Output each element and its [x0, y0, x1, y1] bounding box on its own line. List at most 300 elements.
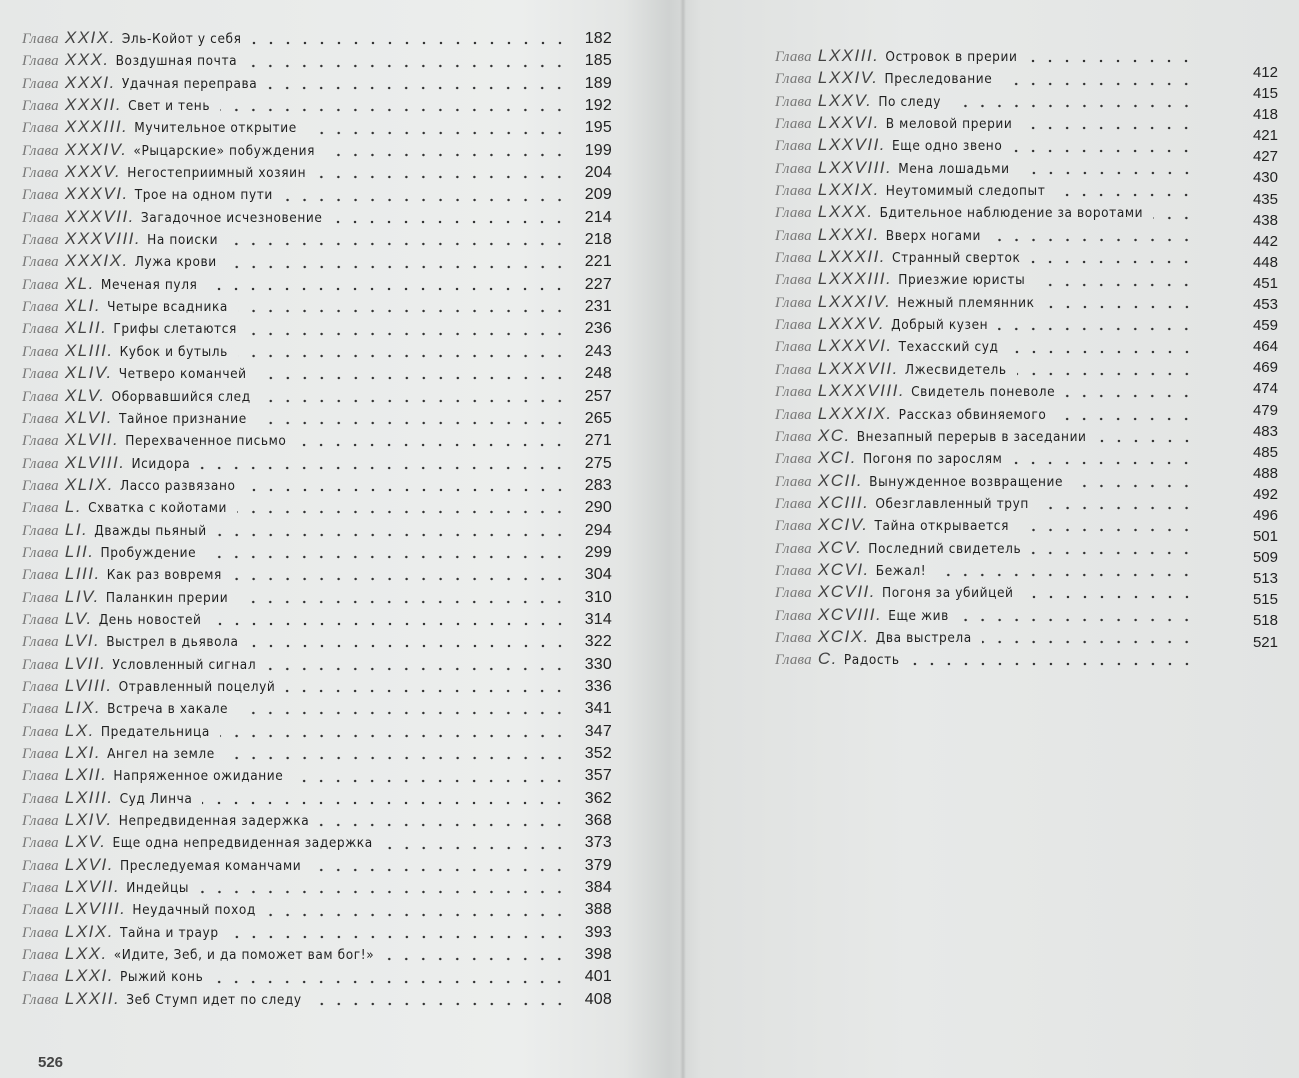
toc-entry — [22, 743, 612, 765]
dot-leader — [1020, 171, 1195, 175]
dot-leader — [285, 689, 568, 693]
chapter-word: Глава — [22, 880, 59, 897]
toc-entry — [22, 899, 612, 921]
chapter-word: Глава — [775, 227, 812, 244]
chapter-title: Условленный сигнал — [112, 656, 257, 673]
page-number: 479 — [1252, 401, 1278, 419]
chapter-word: Глава — [22, 410, 59, 427]
page-number: 283 — [584, 476, 612, 494]
chapter-word: Глава — [22, 120, 59, 137]
dot-leader — [1019, 528, 1195, 532]
chapter-word: Глава — [22, 634, 59, 651]
chapter-title: Оборвавшийся след — [111, 388, 251, 405]
page-number: 243 — [584, 342, 612, 360]
dot-leader — [325, 153, 568, 157]
toc-entry — [775, 560, 1195, 582]
chapter-word: Глава — [775, 339, 812, 356]
dot-leader — [1097, 439, 1195, 443]
chapter-number: LXXI. — [64, 966, 114, 986]
chapter-number: LXIV. — [64, 810, 113, 830]
dot-leader — [1039, 506, 1195, 510]
chapter-title: Меченая пуля — [100, 276, 198, 293]
chapter-number: XLIII. — [64, 340, 114, 360]
toc-entry — [22, 542, 612, 564]
page-number: 294 — [584, 521, 612, 539]
chapter-word: Глава — [775, 317, 812, 334]
page-number: 373 — [584, 834, 612, 852]
dot-leader — [1022, 126, 1195, 130]
chapter-word: Глава — [22, 477, 59, 494]
page-number: 204 — [584, 164, 612, 182]
chapter-number: LXX. — [64, 944, 108, 964]
dot-leader — [1012, 149, 1195, 153]
page-number: 192 — [584, 97, 612, 115]
page-number: 453 — [1252, 296, 1278, 314]
chapter-number: XXXV. — [64, 162, 122, 182]
page-number: 265 — [584, 409, 612, 427]
dot-leader — [200, 466, 568, 470]
toc-entry — [775, 68, 1195, 90]
chapter-word: Глава — [22, 500, 59, 517]
chapter-word: Глава — [22, 790, 59, 807]
chapter-title: Последний свидетель — [868, 540, 1022, 557]
chapter-word: Глава — [775, 585, 812, 602]
dot-leader — [257, 421, 568, 425]
chapter-word: Глава — [22, 969, 59, 986]
chapter-word: Глава — [22, 924, 59, 941]
page-number: 485 — [1252, 443, 1278, 461]
dot-leader — [1073, 484, 1195, 488]
chapter-title: Эль-Койот у себя — [121, 31, 242, 47]
page-number: 474 — [1252, 380, 1278, 398]
page-number: 430 — [1252, 169, 1278, 187]
page-number: 322 — [584, 633, 612, 651]
chapter-number: XLIX. — [64, 474, 114, 494]
toc-entry — [22, 520, 612, 542]
toc-entry — [22, 966, 612, 988]
page-number: 509 — [1252, 549, 1278, 567]
chapter-title: Предательница — [100, 723, 210, 740]
chapter-word: Глава — [775, 49, 812, 65]
chapter-number: LXXIV. — [817, 68, 879, 88]
chapter-word: Глава — [775, 652, 812, 669]
toc-entry — [775, 582, 1195, 604]
chapter-number: LXXXIV. — [817, 291, 892, 311]
page-number: 199 — [584, 141, 612, 159]
chapter-word: Глава — [22, 701, 59, 718]
toc-entry — [22, 475, 612, 497]
chapter-title: Зеб Стумп идет по следу — [126, 991, 302, 1008]
dot-leader — [238, 600, 568, 604]
chapter-word: Глава — [775, 272, 812, 289]
dot-leader — [206, 555, 568, 559]
toc-entry — [22, 363, 612, 385]
chapter-title: Лужа крови — [134, 254, 217, 271]
toc-entry — [22, 832, 612, 854]
page-number: 236 — [584, 320, 612, 338]
chapter-title: Воздушная почта — [115, 53, 238, 70]
dot-leader — [238, 309, 568, 313]
page-number: 448 — [1252, 253, 1278, 271]
dot-leader — [283, 198, 568, 202]
page-number: 218 — [584, 231, 612, 249]
toc-entry — [22, 229, 612, 251]
chapter-number: XXXVIII. — [64, 229, 142, 249]
chapter-title: «Рыцарские» побуждения — [133, 142, 316, 159]
chapter-number: LXXIX. — [817, 180, 880, 200]
chapter-word: Глава — [775, 93, 812, 110]
toc-entry — [775, 91, 1195, 113]
dot-leader — [238, 711, 568, 715]
dot-leader — [212, 622, 568, 626]
chapter-title: «Идите, Зеб, и да поможет вам бог!» — [113, 947, 375, 964]
chapter-word: Глава — [22, 209, 59, 226]
toc-entry — [775, 515, 1195, 537]
toc-entry — [22, 609, 612, 631]
chapter-word: Глава — [22, 678, 59, 695]
chapter-number: LXI. — [64, 743, 102, 762]
dot-leader — [257, 376, 568, 380]
chapter-title: Удачная переправа — [121, 75, 258, 92]
chapter-title: Техасский суд — [898, 339, 999, 356]
toc-entry — [775, 225, 1195, 247]
dot-leader — [1002, 82, 1195, 86]
chapter-title: Паланкин прерии — [105, 589, 229, 606]
dot-leader — [213, 980, 568, 984]
toc-entry — [775, 46, 1195, 68]
chapter-title: Тайна открывается — [874, 518, 1009, 535]
chapter-word: Глава — [22, 31, 59, 47]
toc-entry — [775, 448, 1195, 470]
toc-entry — [775, 336, 1195, 358]
chapter-title: Мучительное открытие — [134, 120, 297, 137]
chapter-number: LIX. — [64, 698, 102, 718]
page-number: 209 — [584, 186, 612, 204]
chapter-number: XCI. — [817, 448, 857, 468]
page-number: 368 — [584, 812, 612, 830]
chapter-word: Глава — [775, 160, 812, 177]
chapter-word: Глава — [775, 562, 812, 579]
chapter-word: Глава — [22, 98, 59, 115]
chapter-number: LXVII. — [64, 877, 121, 897]
chapter-word: Глава — [22, 991, 59, 1008]
chapter-word: Глава — [775, 607, 812, 624]
dot-leader — [936, 573, 1195, 577]
chapter-title: Бдительное наблюдение за воротами — [879, 205, 1144, 222]
chapter-word: Глава — [775, 361, 812, 378]
toc-entry — [775, 627, 1195, 649]
dot-leader — [1055, 193, 1195, 197]
page-number: 299 — [584, 543, 612, 561]
chapter-title: В меловой прерии — [885, 116, 1013, 133]
page-number: 275 — [584, 454, 612, 472]
chapter-number: XLI. — [64, 296, 102, 316]
chapter-number: XXXVII. — [64, 206, 135, 226]
toc-entry — [22, 117, 612, 139]
chapter-number: XCII. — [817, 470, 864, 490]
dot-leader — [220, 108, 568, 112]
chapter-title: Еще одно звено — [892, 138, 1003, 155]
chapter-number: XLVIII. — [64, 452, 126, 472]
dot-leader — [1035, 283, 1195, 287]
page-number: 393 — [584, 923, 612, 941]
chapter-number: LXXV. — [817, 90, 873, 110]
chapter-number: LIII. — [64, 564, 101, 584]
page-number: 271 — [584, 432, 612, 450]
chapter-word: Глава — [775, 294, 812, 311]
dot-leader — [202, 801, 568, 805]
chapter-number: LVII. — [64, 653, 107, 673]
page-number: 513 — [1252, 570, 1278, 588]
chapter-number: LVI. — [64, 631, 101, 651]
chapter-number: XCIV. — [817, 515, 869, 535]
dot-leader — [998, 327, 1195, 331]
toc-entry — [775, 113, 1195, 135]
dot-leader — [1009, 350, 1195, 354]
dot-leader — [220, 734, 568, 738]
chapter-number: XLV. — [64, 385, 106, 405]
chapter-number: XXXI. — [64, 72, 116, 92]
dot-leader — [316, 175, 568, 179]
chapter-number: LXXII. — [64, 988, 121, 1008]
page-number: 362 — [584, 789, 612, 807]
page-number: 427 — [1252, 148, 1278, 166]
toc-entry — [775, 314, 1195, 336]
page-number: 438 — [1252, 211, 1278, 229]
dot-leader — [1012, 461, 1195, 465]
chapter-number: LXXXV. — [817, 314, 886, 334]
toc-entry — [22, 318, 612, 340]
chapter-word: Глава — [775, 451, 812, 468]
page-number: 379 — [584, 856, 612, 874]
chapter-title: Нежный племянник — [897, 294, 1035, 311]
chapter-word: Глава — [775, 473, 812, 490]
chapter-title: Обезглавленный труп — [875, 495, 1029, 512]
chapter-word: Глава — [22, 276, 59, 293]
chapter-word: Глава — [22, 254, 59, 271]
page-number: 459 — [1252, 317, 1278, 335]
toc-entry — [775, 471, 1195, 493]
chapter-number: LXXXVII. — [817, 358, 899, 378]
toc-entry — [22, 788, 612, 810]
chapter-title: Погоня по зарослям — [862, 451, 1003, 468]
toc-entry — [22, 922, 612, 944]
toc-entry — [22, 497, 612, 519]
chapter-title: Непредвиденная задержка — [118, 813, 310, 830]
dot-leader — [261, 399, 568, 403]
dot-leader — [225, 756, 568, 760]
dot-leader — [296, 443, 568, 447]
page-number: 518 — [1252, 612, 1278, 630]
chapter-title: Тайное признание — [119, 410, 247, 427]
chapter-number: LXXIII. — [817, 46, 880, 65]
chapter-number: LXIX. — [64, 921, 114, 941]
chapter-word: Глава — [22, 857, 59, 874]
chapter-word: Глава — [22, 723, 59, 740]
chapter-title: Преследуемая команчами — [119, 857, 302, 874]
chapter-title: Островок в прерии — [885, 49, 1018, 65]
chapter-word: Глава — [22, 142, 59, 159]
dot-leader — [247, 332, 568, 336]
page-number: 442 — [1252, 232, 1278, 250]
dot-leader — [1065, 394, 1195, 398]
chapter-title: Преследование — [884, 71, 993, 88]
chapter-title: Загадочное исчезновение — [140, 209, 323, 226]
page-number: 401 — [584, 968, 612, 986]
chapter-word: Глава — [22, 455, 59, 472]
chapter-title: Схватка с койотами — [88, 500, 228, 517]
page-number: 496 — [1252, 506, 1278, 524]
page-number: 347 — [584, 722, 612, 740]
toc-entry — [22, 564, 612, 586]
toc-entry — [22, 430, 612, 452]
toc-entry — [22, 989, 612, 1011]
toc-entry — [775, 538, 1195, 560]
chapter-word: Глава — [22, 567, 59, 584]
dot-leader — [1030, 260, 1195, 264]
toc-entry — [22, 140, 612, 162]
dot-leader — [951, 104, 1195, 108]
chapter-title: Еще одна непредвиденная задержка — [112, 835, 373, 852]
page-number: 501 — [1252, 528, 1278, 546]
toc-entry — [22, 654, 612, 676]
dot-leader — [238, 354, 568, 358]
toc-entry — [22, 587, 612, 609]
chapter-number: LXXVI. — [817, 113, 880, 133]
chapter-word: Глава — [775, 428, 812, 445]
chapter-title: Странный сверток — [892, 250, 1021, 267]
chapter-word: Глава — [775, 183, 812, 200]
chapter-number: XXX. — [64, 50, 110, 70]
toc-entry — [22, 274, 612, 296]
toc-entry — [775, 202, 1195, 224]
page-number: 408 — [584, 990, 612, 1008]
chapter-title: Свидетель поневоле — [911, 384, 1056, 401]
chapter-number: XLIV. — [64, 363, 113, 383]
toc-entry — [775, 269, 1195, 291]
dot-leader — [237, 510, 568, 514]
chapter-title: Свет и тень — [128, 98, 211, 115]
chapter-word: Глава — [22, 433, 59, 450]
chapter-title: Встреча в хакале — [107, 701, 229, 718]
chapter-title: Радость — [843, 652, 900, 669]
chapter-number: XC. — [817, 425, 851, 445]
page-number: 257 — [584, 387, 612, 405]
toc-entry — [775, 605, 1195, 627]
page-number: 221 — [584, 253, 612, 271]
toc-entry — [775, 493, 1195, 515]
page-number: 330 — [584, 655, 612, 673]
chapter-title: Погоня за убийцей — [882, 585, 1014, 602]
right-page-contents — [775, 46, 1195, 672]
chapter-title: Исидора — [131, 455, 191, 472]
chapter-word: Глава — [775, 250, 812, 267]
toc-entry — [775, 359, 1195, 381]
chapter-title: Мена лошадьми — [898, 160, 1010, 177]
chapter-title: По следу — [878, 93, 942, 110]
toc-entry — [22, 386, 612, 408]
toc-entry — [22, 810, 612, 832]
chapter-number: LXXXIII. — [817, 269, 893, 289]
toc-entry — [22, 453, 612, 475]
toc-entry — [22, 184, 612, 206]
page-number: 290 — [584, 499, 612, 517]
chapter-word: Глава — [22, 165, 59, 182]
dot-leader — [319, 823, 568, 827]
toc-entry — [22, 676, 612, 698]
dot-leader — [982, 640, 1195, 644]
dot-leader — [266, 667, 568, 671]
dot-leader — [312, 1002, 568, 1006]
page-number: 492 — [1252, 485, 1278, 503]
chapter-title: Добрый кузен — [891, 317, 989, 334]
page-number: 336 — [584, 677, 612, 695]
chapter-title: Неудачный поход — [132, 902, 256, 919]
dot-leader — [384, 957, 568, 961]
page-number: 435 — [1252, 190, 1278, 208]
chapter-number: LIV. — [64, 586, 100, 606]
toc-entry — [775, 404, 1195, 426]
chapter-number: LXXVIII. — [817, 157, 893, 177]
dot-leader — [1017, 372, 1195, 376]
toc-entry — [775, 426, 1195, 448]
chapter-title: Напряженное ожидание — [113, 768, 284, 785]
chapter-title: Лжесвидетель — [904, 361, 1007, 378]
toc-entry — [775, 292, 1195, 314]
chapter-word: Глава — [22, 388, 59, 405]
chapter-word: Глава — [22, 75, 59, 92]
dot-leader — [1153, 216, 1195, 220]
chapter-number: LXXXVI. — [817, 336, 893, 356]
dot-leader — [1027, 59, 1195, 63]
dot-leader — [267, 86, 568, 90]
chapter-number: XCVII. — [817, 582, 876, 602]
page-number: 418 — [1252, 106, 1278, 124]
page-number: 341 — [584, 700, 612, 718]
toc-entry — [775, 135, 1195, 157]
page-number: 214 — [584, 208, 612, 226]
dot-leader — [199, 890, 568, 894]
page-number: 352 — [584, 745, 612, 762]
chapter-title: Негостеприимный хозяин — [127, 165, 307, 182]
chapter-word: Глава — [775, 518, 812, 535]
page-number: 388 — [584, 901, 612, 919]
toc-entry — [22, 207, 612, 229]
chapter-word: Глава — [22, 321, 59, 338]
chapter-title: Четверо команчей — [118, 366, 247, 383]
page-number: 451 — [1252, 274, 1278, 292]
chapter-title: Два выстрела — [875, 629, 972, 646]
dot-leader — [232, 577, 568, 581]
page-number: 412 — [1252, 64, 1278, 81]
page-number: 483 — [1252, 422, 1278, 440]
dot-leader — [910, 662, 1195, 666]
page-number: 521 — [1252, 633, 1278, 651]
chapter-number: C. — [817, 649, 838, 669]
chapter-title: Рассказ обвиняемого — [898, 406, 1047, 423]
chapter-number: LXV. — [64, 832, 107, 852]
toc-entry — [775, 158, 1195, 180]
chapter-number: L. — [64, 497, 83, 517]
chapter-title: Кубок и бутыль — [119, 343, 228, 360]
toc-entry — [22, 95, 612, 117]
toc-entry — [22, 765, 612, 787]
chapter-word: Глава — [775, 205, 812, 222]
chapter-number: XCVIII. — [817, 604, 883, 624]
dot-leader — [1031, 551, 1195, 555]
chapter-title: Как раз вовремя — [106, 567, 222, 584]
chapter-word: Глава — [22, 522, 59, 539]
